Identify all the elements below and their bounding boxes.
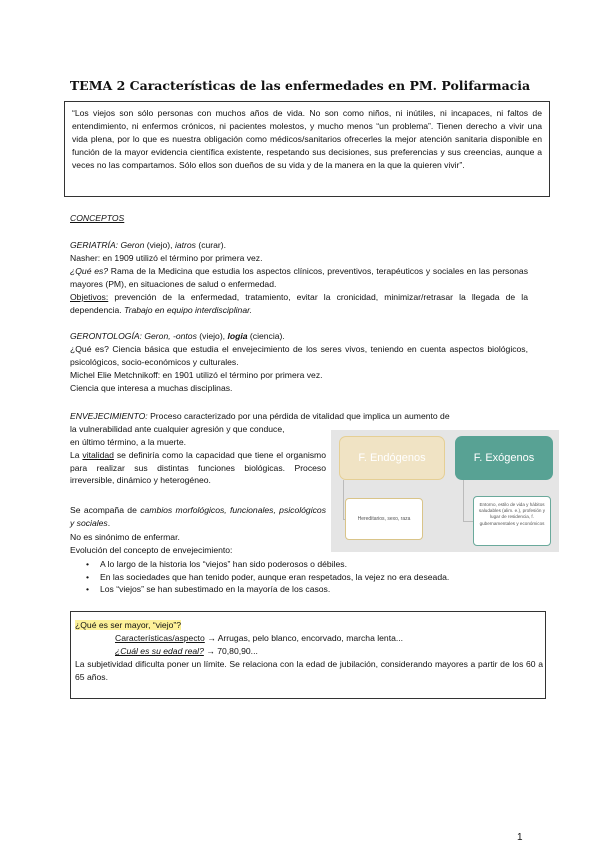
- acompana-text: Se acompaña de: [70, 505, 137, 515]
- endogenos-box: F. Endógenos: [339, 436, 445, 480]
- edad-real-line: [115, 645, 258, 658]
- edad-real-label: ¿Cuál es su edad real?: [115, 646, 204, 656]
- viejo-word: (viejo),: [146, 240, 173, 250]
- objetivos-label: Objetivos:: [70, 292, 109, 302]
- viejo-word-2: (viejo),: [199, 331, 226, 341]
- nasher-line: Nasher: en 1909 utilizó el término por primera vez.: [70, 253, 263, 263]
- gerontologia-definition: [70, 330, 285, 343]
- factors-diagram: [331, 430, 559, 552]
- geron-word: Geron: [120, 240, 145, 250]
- iatros-word: iatros: [174, 240, 196, 250]
- geriatria-label: GERIATRÍA:: [70, 240, 119, 250]
- ser-mayor-box: [70, 611, 546, 699]
- que-es-label-2: ¿Qué es?: [70, 344, 109, 354]
- edad-real-text: → 70,80,90...: [206, 646, 258, 656]
- caracteristicas-label: Características/aspecto: [115, 633, 205, 643]
- ciencia-interesa-line: Ciencia que interesa a muchas disciplinas.: [70, 383, 233, 393]
- subjetividad-paragraph: La subjetividad dificulta poner un límite. Se relaciona con la edad de jubilación, considerando mayores a partir de los 60 a 65 años.: [75, 659, 543, 682]
- envejecimiento-text1: Proceso caracterizado por una pérdida de vitalidad que implica un aumento de: [150, 411, 450, 421]
- vitalidad-text: se definiría como la capacidad que tiene el organismo para realizar sus distintas funciones biológicas. Proceso irreversible, dinámico y heterogéneo.: [70, 450, 326, 486]
- que-es-text-2: Ciencia básica que estudia el envejecimiento de los seres vivos, teniendo en cuenta aspectos biológicos, psicológicos, socio-económicos y culturales.: [70, 344, 528, 367]
- geron-ontos-word: Geron, -ontos: [144, 331, 197, 341]
- que-es-label: ¿Qué es?: [70, 266, 109, 276]
- gerontologia-que-es: [70, 343, 528, 368]
- conceptos-heading: CONCEPTOS: [70, 213, 125, 223]
- ser-mayor-heading-text: ¿Qué es ser mayor, “viejo”?: [75, 620, 182, 630]
- exogenos-box: F. Exógenos: [455, 436, 553, 480]
- la-word: La: [70, 450, 80, 460]
- caracteristicas-text: → Arrugas, pelo blanco, encorvado, marcha lenta...: [207, 633, 404, 643]
- objetivos-text: prevención de la enfermedad, tratamiento, evitar la cronicidad, minimizar/retrasar la llegada de la dependencia.: [70, 292, 528, 315]
- envejecimiento-line2: la vulnerabilidad ante cualquier agresión y que conduce,: [70, 424, 285, 434]
- logia-word: logia: [227, 331, 248, 341]
- ser-mayor-heading: [75, 619, 181, 632]
- list-item: • A lo largo de la historia los “viejos” han sido poderosos o débiles.: [80, 558, 550, 571]
- endo-connector: [343, 480, 344, 520]
- vitalidad-word: vitalidad: [82, 450, 114, 460]
- envejecimiento-label: ENVEJECIMIENTO:: [70, 411, 148, 421]
- ciencia-word: (ciencia).: [249, 331, 285, 341]
- evolucion-line: Evolución del concepto de envejecimiento:: [70, 545, 233, 555]
- exo-connector: [463, 480, 464, 522]
- cambios-text: cambios morfológicos, funcionales, psicológicos y sociales: [70, 505, 326, 528]
- intro-quote: “Los viejos son sólo personas con muchos años de vida. No son como niños, ni inútiles, ni incapaces, ni faltos de entendimiento, ni enfermos crónicos, ni pacientes molestos, y mucho menos “un problema”. Tienen derecho a vivir una vida plena, por lo que es nuestra obligación como médicos/sanitarios ofrecerles la mejor atención sanitaria disponible en función de la mayor evidencia científica existente, respetando sus decisiones, sus preferencias y sus creencias, aunque a veces no las compartamos. Sólo ellos son dueños de su vida y de la manera en la que la quieren vivir”.: [64, 101, 550, 197]
- gerontologia-label: GERONTOLOGÍA:: [70, 331, 142, 341]
- vitalidad-paragraph: [70, 449, 326, 487]
- acompana-paragraph: [70, 504, 326, 529]
- geriatria-que-es: [70, 265, 528, 290]
- evolucion-list: [80, 558, 550, 596]
- trabajo-equipo: Trabajo en equipo interdisciplinar.: [124, 304, 253, 315]
- curar-word: (curar).: [198, 240, 227, 250]
- caracteristicas-line: [115, 632, 403, 645]
- list-item: • En las sociedades que han tenido poder, aunque eran respetados, la vejez no era deseada.: [80, 571, 550, 584]
- acompana-dot: .: [107, 517, 111, 528]
- envejecimiento-line1: [70, 410, 540, 423]
- michel-line: Michel Elie Metchnikoff: en 1901 utilizó el término por primera vez.: [70, 370, 323, 380]
- list-item: • Los “viejos” se han subestimado en la mayoría de los casos.: [80, 583, 550, 596]
- page-title: TEMA 2 Características de las enfermedades en PM. Polifarmacia: [69, 78, 531, 93]
- envejecimiento-line3: en último término, a la muerte.: [70, 437, 187, 447]
- no-sinonimo-line: No es sinónimo de enfermar.: [70, 532, 180, 542]
- geriatria-objetivos: [70, 291, 528, 316]
- page-number: 1: [517, 832, 523, 843]
- geriatria-definition: [70, 239, 226, 252]
- exogenos-detail: Entorno, estilo de vida y hábitos saludables (alim. e.), profesión y lugar de residencia, f. gubernamentales y económicos: [473, 496, 551, 546]
- que-es-text: Rama de la Medicina que estudia los aspectos clínicos, preventivos, terapéuticos y sociales en las personas mayores (PM), en situaciones de salud o enfermedad.: [70, 266, 528, 289]
- endogenos-detail: Hereditarios, sexo, raza: [345, 498, 423, 540]
